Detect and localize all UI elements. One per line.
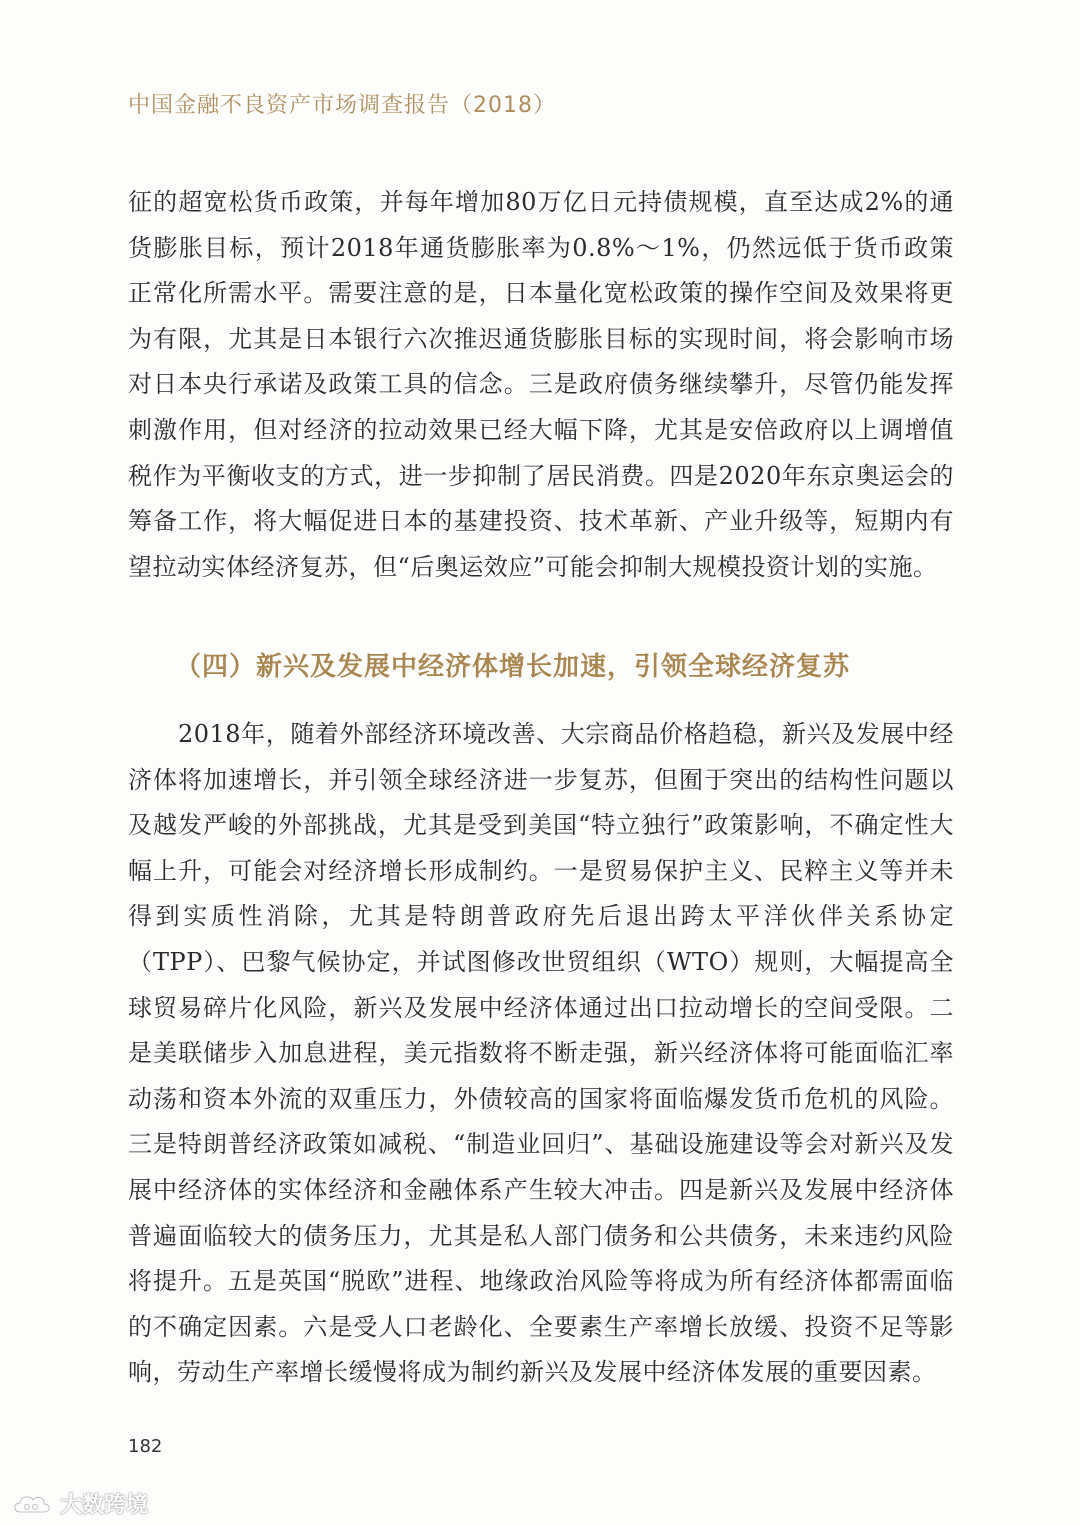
body-paragraph-2: 2018年，随着外部经济环境改善、大宗商品价格趋稳，新兴及发展中经济体将加速增长，并引领全球经济进一步复苏，但囿于突出的结构性问题以及越发严峻的外部挑战，尤其是受到美国“特立独行”政策影响，不确定性大幅上升，可能会对经济增长形成制约。一是贸易保护主义、民粹主义等并未得到实质性消除，尤其是特朗普政府先后退出跨太平洋伙伴关系协定（TPP）、巴黎气候协定，并试图修改世贸组织（WTO）规则，大幅提高全球贸易碎片化风险，新兴及发展中经济体通过出口拉动增长的空间受限。二是美联储步入加息进程，美元指数将不断走强，新兴经济体将可能面临汇率动荡和资本外流的双重压力，外债较高的国家将面临爆发货币危机的风险。三是特朗普经济政策如减税、“制造业回归”、基础设施建设等会对新兴及发展中经济体的实体经济和金融体系产生较大冲击。四是新兴及发展中经济体普遍面临较大的债务压力，尤其是私人部门债务和公共债务，未来违约风险将提升。五是英国“脱欧”进程、地缘政治风险等将成为所有经济体都需面临的不确定因素。六是受人口老龄化、全要素生产率增长放缓、投资不足等影响，劳动生产率增长缓慢将成为制约新兴及发展中经济体发展的重要因素。 xyxy=(128,720,954,1387)
section-heading: （四）新兴及发展中经济体增长加速，引领全球经济复苏 xyxy=(175,652,851,682)
running-header: 中国金融不良资产市场调查报告（2018） xyxy=(128,93,556,118)
watermark-text: 大数跨境 xyxy=(60,1493,149,1518)
cloud-logo-icon xyxy=(10,1490,54,1518)
body-paragraph-1: 征的超宽松货币政策，并每年增加80万亿日元持债规模，直至达成2%的通货膨胀目标，预计2018年通货膨胀率为0.8%～1%，仍然远低于货币政策正常化所需水平。需要注意的是，日本量化宽松政策的操作空间及效果将更为有限，尤其是日本银行六次推迟通货膨胀目标的实现时间，将会影响市场对日本央行承诺及政策工具的信念。三是政府债务继续攀升，尽管仍能发挥刺激作用，但对经济的拉动效果已经大幅下降，尤其是安倍政府以上调增值税作为平衡收支的方式，进一步抑制了居民消费。四是2020年东京奥运会的筹备工作，将大幅促进日本的基建投资、技术革新、产业升级等，短期内有望拉动实体经济复苏，但“后奥运效应”可能会抑制大规模投资计划的实施。 xyxy=(128,188,954,581)
watermark xyxy=(10,1488,148,1519)
page-number: 182 xyxy=(128,1436,163,1457)
